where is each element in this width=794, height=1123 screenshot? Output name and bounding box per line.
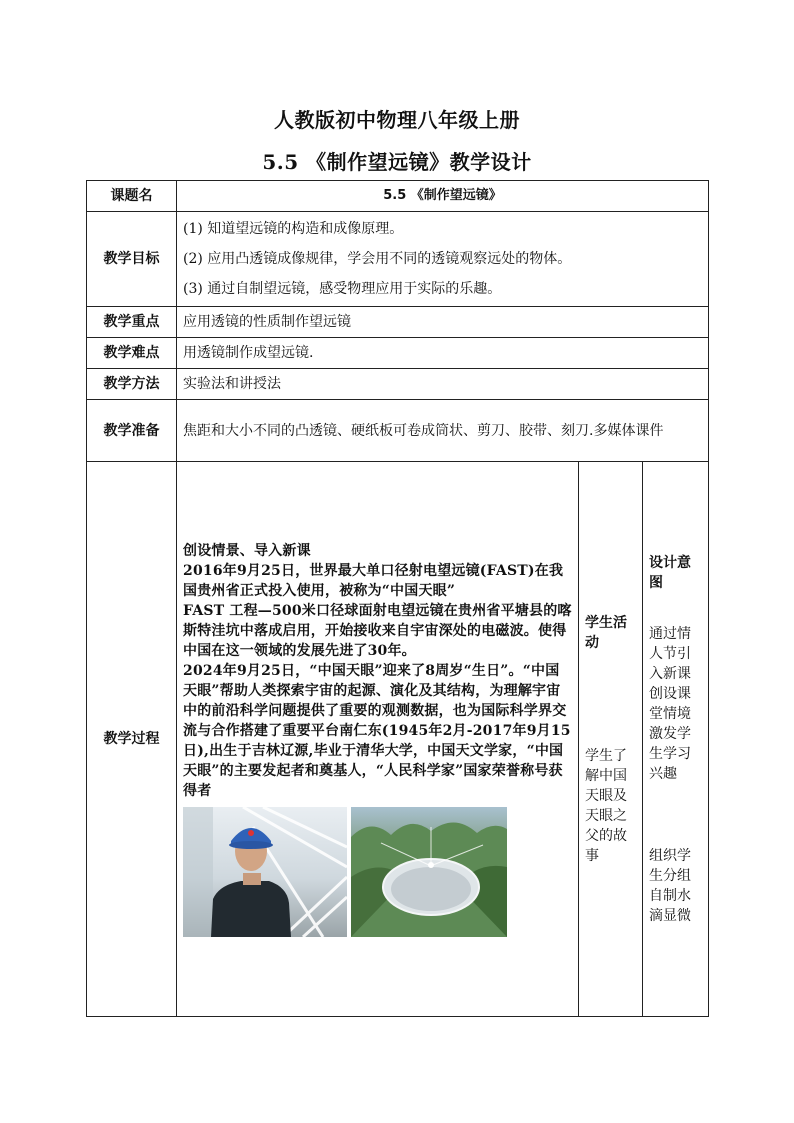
- topic-value: 5.5 《制作望远镜》: [177, 181, 709, 212]
- method-row: [87, 369, 709, 400]
- lesson-plan-table: [86, 180, 709, 1017]
- process-paragraph: 2016年9月25日，世界最大单口径射电望远镜(FAST)在我国贵州省正式投入使用，被称为“中国天眼”: [183, 563, 564, 599]
- key-points-label: 教学重点: [87, 307, 177, 338]
- difficulty-row: [87, 338, 709, 369]
- goal-item: (3) 通过自制望远镜，感受物理应用于实际的乐趣。: [183, 281, 502, 297]
- key-points-value: 应用透镜的性质制作望远镜: [177, 307, 709, 338]
- document-subtitle: 5.5 《制作望远镜》教学设计: [262, 150, 532, 174]
- process-row: [87, 462, 709, 1017]
- preparation-row: [87, 400, 709, 462]
- goals-cell: [177, 212, 709, 307]
- method-label: 教学方法: [87, 369, 177, 400]
- process-paragraph: FAST 工程—500米口径球面射电望远镜在贵州省平塘县的喀斯特洼坑中落成启用，开始接收来自宇宙深处的电磁波。使得中国在这一领域的发展先进了30年。: [183, 603, 572, 659]
- difficulty-value: 用透镜制作成望远镜.: [177, 338, 709, 369]
- design-intent-text-2: 组织学生分组自制水滴显微: [649, 847, 691, 924]
- process-label: 教学过程: [87, 462, 177, 1017]
- topic-label: 课题名: [87, 181, 177, 212]
- design-intent-cell: [643, 462, 709, 1017]
- preparation-label: 教学准备: [87, 400, 177, 462]
- goals-row: [87, 212, 709, 307]
- fast-telescope-photo: [351, 807, 507, 937]
- method-value: 实验法和讲授法: [177, 369, 709, 400]
- design-intent-text: 通过情人节引入新课创设课堂情境激发学生学习兴趣: [649, 625, 691, 782]
- scientist-photo-art: [183, 807, 347, 937]
- topic-row: [87, 181, 709, 212]
- goal-item: (1) 知道望远镜的构造和成像原理。: [183, 221, 404, 237]
- process-content: [177, 462, 579, 1017]
- difficulty-label: 教学难点: [87, 338, 177, 369]
- fast-telescope-art: [351, 807, 507, 937]
- process-heading: 创设情景、导入新课: [183, 543, 311, 559]
- student-activity-text: 学生了解中国天眼及天眼之父的故事: [585, 747, 627, 864]
- design-intent-header: 设计意图: [649, 554, 691, 591]
- goals-label: 教学目标: [87, 212, 177, 307]
- document-title: 人教版初中物理八年级上册: [274, 108, 520, 132]
- student-activity-header: 学生活动: [585, 614, 627, 651]
- student-activity-cell: [579, 462, 643, 1017]
- goal-item: (2) 应用凸透镜成像规律，学会用不同的透镜观察远处的物体。: [183, 251, 572, 267]
- key-points-row: [87, 307, 709, 338]
- process-paragraph: 2024年9月25日，“中国天眼”迎来了8周岁“生日”。“中国天眼”帮助人类探索宇宙的起源、演化及其结构，为理解宇宙中的前沿科学问题提供了重要的观测数据，也为国际科学界交流与合作搭建了重要平台南仁东(1945年2月-2017年9月15日),出生于吉林辽源,毕业于清华大学，中国天文学家，“中国天眼”的主要发起者和奠基人，“人民科学家”国家荣誉称号获得者: [183, 663, 571, 799]
- preparation-value: 焦距和大小不同的凸透镜、硬纸板可卷成筒状、剪刀、胶带、刻刀.多媒体课件: [177, 400, 709, 462]
- scientist-photo: [183, 807, 347, 937]
- photo-strip: [183, 807, 572, 937]
